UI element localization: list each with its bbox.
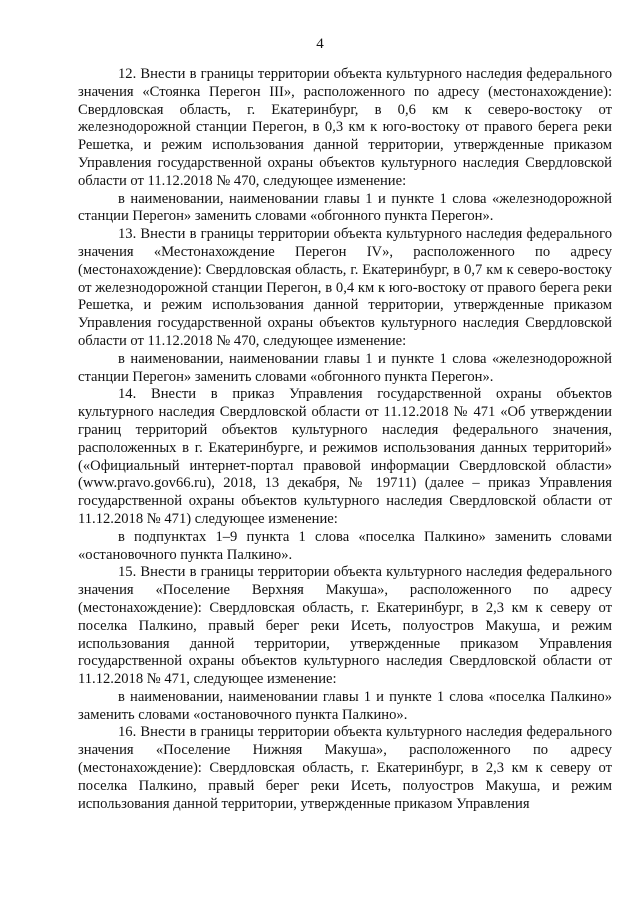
paragraph-item-12: 12. Внести в границы территории объекта культурного наследия федерального значения «Стоянка Перегон III», расположенного по адресу (местонахождение): Свердловская область, г. Екатеринбург, в 0,6 км к северо-востоку от железнодорожной станции Перегон, в 0,3 км к юго-востоку от правого берега реки Решетка, и режим использования данной территории, утвержденные приказом Управления государственной охраны объектов культурного наследия Свердловской области от 11.12.2018 № 470, следующее изменение: [78,66,612,189]
paragraph-item-15-change: в наименовании, наименовании главы 1 и пункте 1 слова «поселка Палкино» заменить словами «остановочного пункта Палкино». [78,688,612,723]
paragraph-item-15: 15. Внести в границы территории объекта культурного наследия федерального значения «Поселение Верхняя Макуша», расположенного по адресу (местонахождение): Свердловская область, г. Екатеринбург, в 2,3 км к северу от поселка Палкино, правый берег реки Исеть, полуостров Макуша, и режим использования данной территории, утвержденные приказом Управления государственной охраны объектов культурного наследия Свердловской области от 11.12.2018 № 471, следующее изменение: [78,564,612,688]
paragraph-item-14-change: в подпунктах 1–9 пункта 1 слова «поселка Палкино» заменить словами «остановочного пункта Палкино». [78,528,612,563]
document-body [78,66,612,813]
paragraph-item-12-change: в наименовании, наименовании главы 1 и пункте 1 слова «железнодорожной станции Перегон» заменить словами «обгонного пункта Перегон». [78,190,612,225]
page-number: 4 [316,36,324,52]
paragraph-item-13-change: в наименовании, наименовании главы 1 и пункте 1 слова «железнодорожной станции Перегон» заменить словами «обгонного пункта Перегон». [78,350,612,385]
paragraph-item-13: 13. Внести в границы территории объекта культурного наследия федерального значения «Местонахождение Перегон IV», расположенного по адресу (местонахождение): Свердловская область, г. Екатеринбург, в 0,7 км к северо-востоку от железнодорожной станции Перегон, в 0,4 км к юго-востоку от правого берега реки Решетка, и режим использования данной территории, утвержденные приказом Управления государственной охраны объектов культурного наследия Свердловской области от 11.12.2018 № 470, следующее изменение: [78,226,612,349]
paragraph-item-14: 14. Внести в приказ Управления государственной охраны объектов культурного наследия Свердловской области от 11.12.2018 № 471 «Об утверждении границ территорий объектов культурного наследия федерального значения, расположенных в г. Екатеринбурге, и режимов использования данных территорий» («Официальный интернет-портал правовой информации Свердловской области» (www.pravo.gov66.ru), 2018, 13 декабря, № 19711) (далее – приказ Управления государственной охраны объектов культурного наследия Свердловской области от 11.12.2018 № 471) следующее изменение: [78,386,612,527]
paragraph-item-16: 16. Внести в границы территории объекта культурного наследия федерального значения «Поселение Нижняя Макуша», расположенного по адресу (местонахождение): Свердловская область, г. Екатеринбург, в 2,3 км к северу от поселка Палкино, правый берег реки Исеть, полуостров Макуша, и режим использования данной территории, утвержденные приказом Управления [78,724,612,812]
